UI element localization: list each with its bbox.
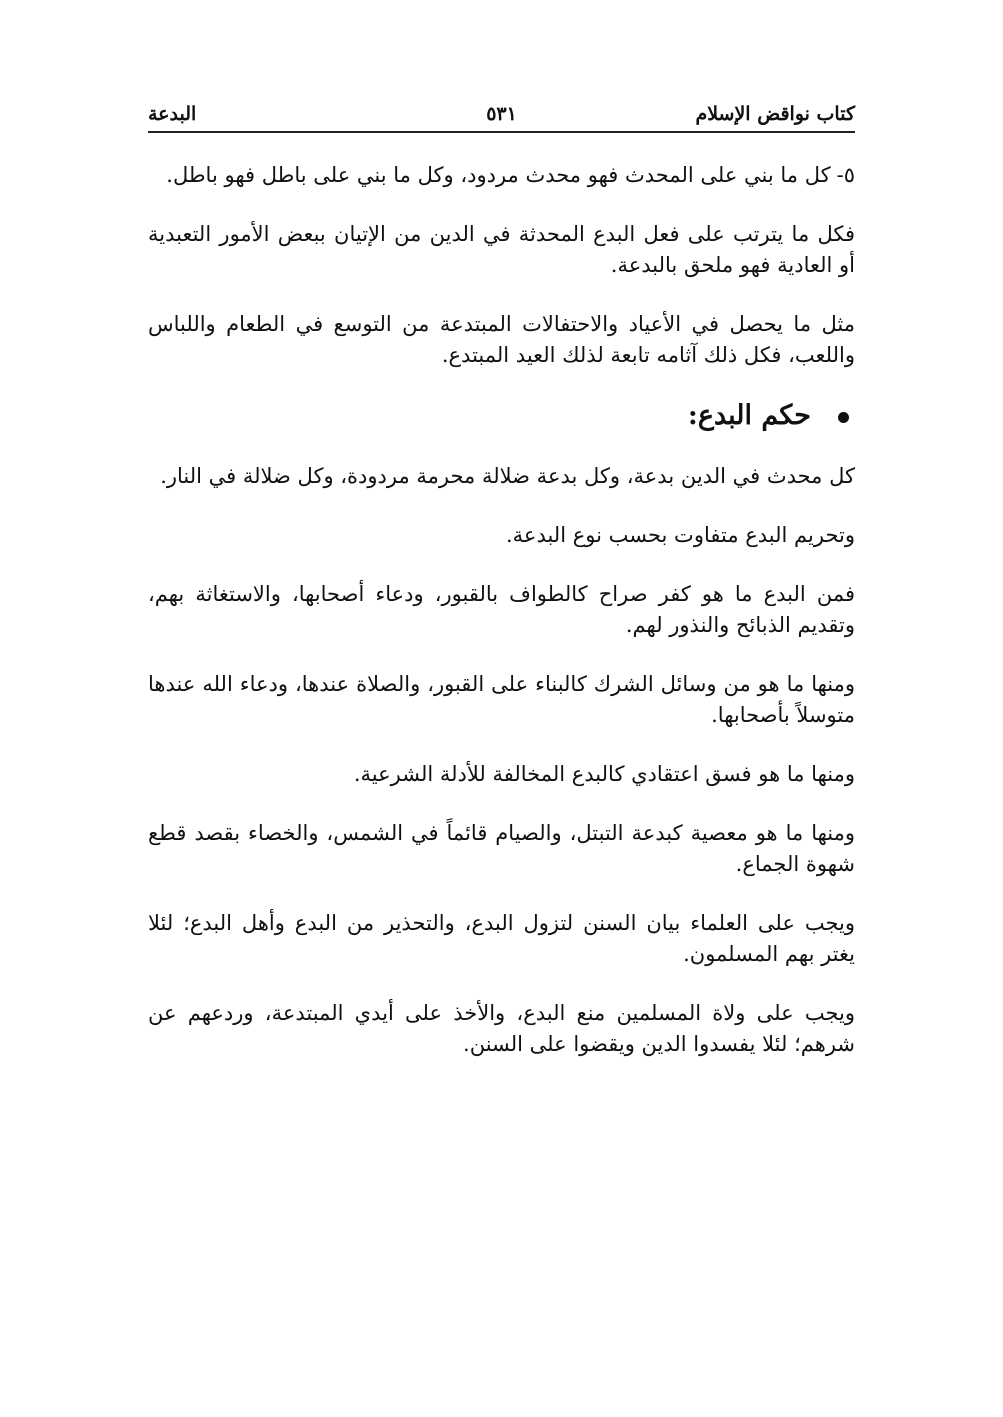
paragraph-6: ومنها ما هو من وسائل الشرك كالبناء على القبور، والصلاة عندها، ودعاء الله عندها متوسلاً بأصحابها.: [148, 672, 855, 727]
section-heading: [148, 399, 855, 433]
page-number: ٥٣١: [486, 103, 517, 125]
paragraph-1: فكل ما يترتب على فعل البدع المحدثة في الدين من الإتيان ببعض الأمور التعبدية أو العادية فهو ملحق بالبدعة.: [148, 222, 855, 277]
paragraph-2: مثل ما يحصل في الأعياد والاحتفالات المبتدعة من التوسع في الطعام واللباس واللعب، فكل ذلك آثامه تابعة لذلك العيد المبتدع.: [148, 312, 855, 367]
book-title: كتاب نواقض الإسلام: [695, 103, 855, 125]
running-header: [148, 100, 855, 128]
bullet-icon: [838, 412, 849, 423]
paragraph-4: وتحريم البدع متفاوت بحسب نوع البدعة.: [505, 523, 855, 547]
list-item-text: كل ما بني على المحدث فهو محدث مردود، وكل ما بني على باطل فهو باطل.: [166, 163, 831, 187]
paragraph-9: ويجب على العلماء بيان السنن لتزول البدع، والتحذير من البدع وأهل البدع؛ لئلا يغتر بهم المسلمون.: [148, 911, 855, 966]
paragraph-5: فمن البدع ما هو كفر صراح كالطواف بالقبور، ودعاء أصحابها، والاستغاثة بهم، وتقديم الذبائح والنذور لهم.: [148, 582, 855, 637]
section-title: البدعة: [148, 103, 197, 125]
paragraph-10: ويجب على ولاة المسلمين منع البدع، والأخذ على أيدي المبتدعة، وردعهم عن شرهم؛ لئلا يفسدوا الدين ويقضوا على السنن.: [148, 1001, 855, 1056]
paragraph-3: كل محدث في الدين بدعة، وكل بدعة ضلالة محرمة مردودة، وكل ضلالة في النار.: [160, 464, 855, 488]
section-heading-text: حكم البدع:: [687, 400, 811, 431]
list-item-number: ٥-: [836, 163, 855, 187]
list-item-5: [148, 160, 855, 191]
page-body: [148, 160, 855, 1300]
paragraph-8: ومنها ما هو معصية كبدعة التبتل، والصيام قائماً في الشمس، والخصاء بقصد قطع شهوة الجماع.: [148, 821, 855, 876]
header-rule: [148, 131, 855, 133]
paragraph-7: ومنها ما هو فسق اعتقادي كالبدع المخالفة للأدلة الشرعية.: [353, 762, 855, 786]
